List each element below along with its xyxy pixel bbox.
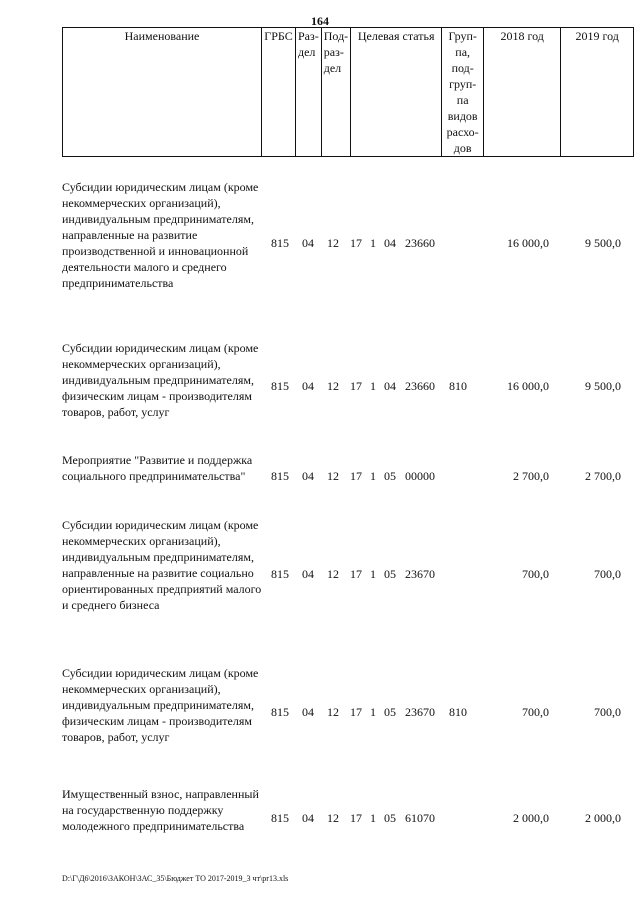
header-year-2018: 2018 год <box>484 28 561 157</box>
row-cs-program: 17 <box>350 236 362 250</box>
row-cs-program: 17 <box>350 567 362 581</box>
row-grbs: 815 <box>271 811 289 825</box>
row-value-2018: 2 700,0 <box>513 469 549 483</box>
row-expense-type: 810 <box>449 379 467 393</box>
table-row <box>0 340 640 436</box>
row-cs-subprogram: 1 <box>370 705 376 719</box>
row-razdel: 04 <box>302 811 314 825</box>
row-cs-subprogram: 1 <box>370 567 376 581</box>
table-row <box>0 786 640 850</box>
row-razdel: 04 <box>302 469 314 483</box>
table-row <box>0 452 640 500</box>
row-value-2018: 700,0 <box>522 567 549 581</box>
header-name: Наименование <box>63 28 262 157</box>
row-value-2019: 700,0 <box>594 705 621 719</box>
row-value-2019: 700,0 <box>594 567 621 581</box>
row-cs-direction: 23670 <box>405 705 435 719</box>
row-cs-direction: 23660 <box>405 236 435 250</box>
row-cs-direction: 23660 <box>405 379 435 393</box>
row-cs-program: 17 <box>350 469 362 483</box>
header-year-2019: 2019 год <box>561 28 634 157</box>
header-podrazdel: Под-раз-дел <box>321 28 350 157</box>
row-razdel: 04 <box>302 236 314 250</box>
table-row <box>0 665 640 761</box>
header-expense-group: Груп-па, под-груп-па видов расхо-дов <box>442 28 484 157</box>
row-value-2019: 2 000,0 <box>585 811 621 825</box>
header-grbs: ГРБС <box>262 28 296 157</box>
row-cs-subprogram: 1 <box>370 379 376 393</box>
header-target-article: Целевая статья <box>351 28 442 157</box>
file-path-footer: D:\Г\Д6\2016\ЗАКОН\ЗАС_35\Бюджет ТО 2017-2019_3 чт\pr13.xls <box>62 874 289 883</box>
row-value-2019: 2 700,0 <box>585 469 621 483</box>
row-name: Мероприятие "Развитие и поддержка социального предпринимательства" <box>62 453 253 483</box>
row-cs-direction: 23670 <box>405 567 435 581</box>
row-cs-program: 17 <box>350 811 362 825</box>
row-grbs: 815 <box>271 469 289 483</box>
header-razdel: Раз-дел <box>296 28 322 157</box>
row-grbs: 815 <box>271 567 289 581</box>
row-value-2019: 9 500,0 <box>585 236 621 250</box>
row-podrazdel: 12 <box>327 379 339 393</box>
row-name: Имущественный взнос, направленный на государственную поддержку молодежного предпринимательства <box>62 787 259 833</box>
row-value-2019: 9 500,0 <box>585 379 621 393</box>
row-value-2018: 2 000,0 <box>513 811 549 825</box>
row-podrazdel: 12 <box>327 236 339 250</box>
row-cs-event: 05 <box>384 705 396 719</box>
table-header <box>62 27 634 157</box>
row-razdel: 04 <box>302 567 314 581</box>
row-name: Субсидии юридическим лицам (кроме некоммерческих организаций), индивидуальным предпринимателям, направленные на развитие социально ориентированных предприятий малого и среднего бизнеса <box>62 518 262 612</box>
row-name: Субсидии юридическим лицам (кроме некоммерческих организаций), индивидуальным предпринимателям, направленные на развитие производственной и инновационной деятельности малого и среднего предпринимательства <box>62 180 259 290</box>
row-value-2018: 16 000,0 <box>507 379 549 393</box>
row-cs-event: 04 <box>384 379 396 393</box>
row-razdel: 04 <box>302 379 314 393</box>
row-cs-program: 17 <box>350 705 362 719</box>
row-podrazdel: 12 <box>327 811 339 825</box>
row-name: Субсидии юридическим лицам (кроме некоммерческих организаций), индивидуальным предпринимателям, физическим лицам - производителям товаров, работ, услуг <box>62 341 259 419</box>
row-podrazdel: 12 <box>327 469 339 483</box>
table-row <box>0 517 640 629</box>
row-podrazdel: 12 <box>327 567 339 581</box>
row-value-2018: 16 000,0 <box>507 236 549 250</box>
row-value-2018: 700,0 <box>522 705 549 719</box>
row-razdel: 04 <box>302 705 314 719</box>
table-row <box>0 179 640 307</box>
row-grbs: 815 <box>271 236 289 250</box>
row-cs-subprogram: 1 <box>370 811 376 825</box>
row-cs-direction: 61070 <box>405 811 435 825</box>
row-grbs: 815 <box>271 379 289 393</box>
row-name: Субсидии юридическим лицам (кроме некоммерческих организаций), индивидуальным предпринимателям, физическим лицам - производителям товаров, работ, услуг <box>62 666 259 744</box>
row-cs-subprogram: 1 <box>370 236 376 250</box>
row-expense-type: 810 <box>449 705 467 719</box>
page-number: 164 <box>311 14 329 28</box>
row-cs-subprogram: 1 <box>370 469 376 483</box>
row-cs-event: 05 <box>384 567 396 581</box>
row-cs-event: 05 <box>384 811 396 825</box>
row-cs-event: 05 <box>384 469 396 483</box>
row-podrazdel: 12 <box>327 705 339 719</box>
row-cs-direction: 00000 <box>405 469 435 483</box>
row-grbs: 815 <box>271 705 289 719</box>
row-cs-event: 04 <box>384 236 396 250</box>
row-cs-program: 17 <box>350 379 362 393</box>
